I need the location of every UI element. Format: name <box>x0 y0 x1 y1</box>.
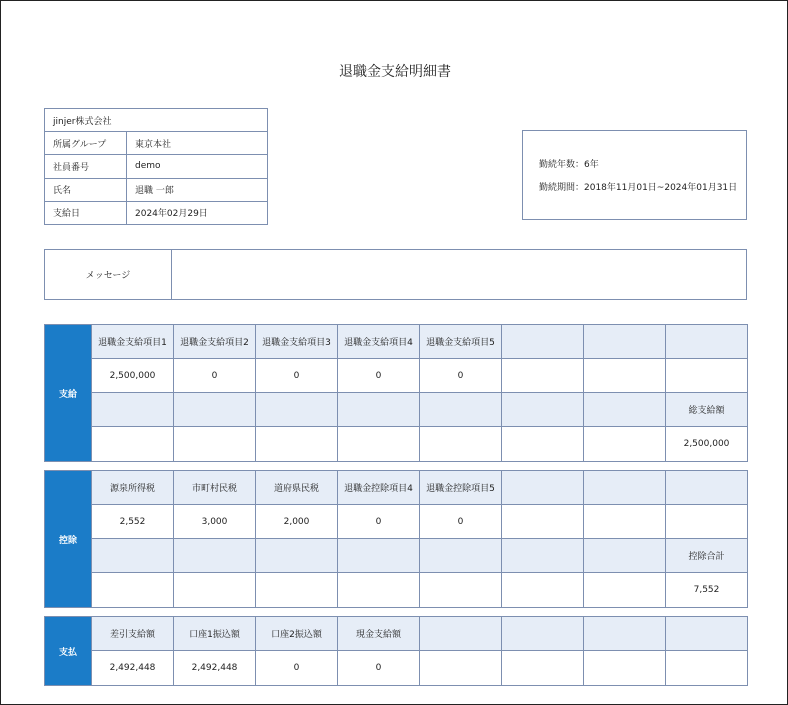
payment-value-cell: 2,500,000 <box>91 359 173 393</box>
payment-value-cell <box>173 427 255 461</box>
deduction-value-cell: 7,552 <box>665 573 747 607</box>
deduction-header-cell <box>583 471 665 505</box>
deduction-header-cell: 源泉所得税 <box>91 471 173 505</box>
tenure-period: 勤続期間：2018年11月01日~2024年01月31日 <box>539 183 738 193</box>
deduction-value-cell: 2,552 <box>91 505 173 539</box>
payment-header-cell: 退職金支給項目1 <box>91 325 173 359</box>
payment-header-cell: 退職金支給項目2 <box>173 325 255 359</box>
payment-grid <box>91 325 747 461</box>
disbursement-header-cell: 差引支給額 <box>91 617 173 651</box>
deduction-value-cell: 2,000 <box>255 505 337 539</box>
deduction-section <box>44 470 748 608</box>
disbursement-value-cell <box>501 651 583 685</box>
deduction-header-cell: 市町村民税 <box>173 471 255 505</box>
payment-value-cell <box>501 427 583 461</box>
payment-header-cell <box>255 393 337 427</box>
deduction-header-cell <box>419 539 501 573</box>
group-label: 所属グループ <box>45 132 127 155</box>
deduction-value-cell <box>665 505 747 539</box>
message-label: メッセージ <box>45 250 172 299</box>
disbursement-header-cell <box>501 617 583 651</box>
deduction-header-cell: 控除合計 <box>665 539 747 573</box>
payment-header-cell <box>91 393 173 427</box>
payment-value-cell <box>337 427 419 461</box>
disbursement-section <box>44 616 748 686</box>
payment-header-cell: 退職金支給項目5 <box>419 325 501 359</box>
disbursement-header-cell: 現金支給額 <box>337 617 419 651</box>
payment-value-cell: 0 <box>255 359 337 393</box>
payment-header-cell <box>419 393 501 427</box>
deduction-header-cell <box>91 539 173 573</box>
payment-header-cell: 退職金支給項目3 <box>255 325 337 359</box>
payment-header-cell: 総支給額 <box>665 393 747 427</box>
payment-header-cell <box>665 325 747 359</box>
payment-value-cell <box>501 359 583 393</box>
deduction-value-cell: 0 <box>419 505 501 539</box>
payment-header-cell <box>501 325 583 359</box>
payment-value-cell <box>665 359 747 393</box>
deduction-header-cell <box>337 539 419 573</box>
payment-side-label: 支給 <box>45 325 91 461</box>
payment-value-cell <box>91 427 173 461</box>
deduction-value-cell <box>583 505 665 539</box>
deduction-header-cell <box>173 539 255 573</box>
disbursement-value-cell: 0 <box>337 651 419 685</box>
deduction-header-cell <box>255 539 337 573</box>
payment-value-cell <box>419 427 501 461</box>
deduction-value-cell <box>419 573 501 607</box>
info-row-company <box>45 109 268 132</box>
payment-value-cell: 0 <box>337 359 419 393</box>
info-row-employee-id <box>45 155 268 178</box>
deduction-header-cell <box>501 539 583 573</box>
payment-header-cell <box>583 325 665 359</box>
payment-header-cell <box>337 393 419 427</box>
deduction-header-cell <box>665 471 747 505</box>
payment-header-cell <box>173 393 255 427</box>
employee-info-table <box>44 108 268 225</box>
deduction-header-cell: 退職金控除項目5 <box>419 471 501 505</box>
name-value: 退職 一郎 <box>127 178 268 201</box>
payment-value-cell <box>583 359 665 393</box>
deduction-header-cell <box>501 471 583 505</box>
deduction-value-cell <box>255 573 337 607</box>
payday-value: 2024年02月29日 <box>127 201 268 224</box>
disbursement-value-cell <box>665 651 747 685</box>
deduction-value-cell <box>173 573 255 607</box>
disbursement-value-cell <box>419 651 501 685</box>
disbursement-header-cell <box>419 617 501 651</box>
disbursement-side-label: 支払 <box>45 617 91 685</box>
deduction-value-cell: 3,000 <box>173 505 255 539</box>
deduction-header-cell <box>583 539 665 573</box>
payment-header-cell <box>501 393 583 427</box>
deduction-side-label: 控除 <box>45 471 91 607</box>
disbursement-value-cell <box>583 651 665 685</box>
deduction-value-cell <box>583 573 665 607</box>
deduction-value-cell <box>337 573 419 607</box>
deduction-value-cell <box>501 505 583 539</box>
payment-value-cell <box>255 427 337 461</box>
page-title: 退職金支給明細書 <box>339 64 451 80</box>
info-row-name <box>45 178 268 201</box>
payment-value-cell: 0 <box>419 359 501 393</box>
disbursement-value-cell: 0 <box>255 651 337 685</box>
payment-header-cell <box>583 393 665 427</box>
disbursement-value-cell: 2,492,448 <box>91 651 173 685</box>
tenure-years: 勤続年数：6年 <box>539 160 599 170</box>
info-row-payday <box>45 201 268 224</box>
employee-id-label: 社員番号 <box>45 155 127 178</box>
group-value: 東京本社 <box>127 132 268 155</box>
disbursement-value-cell: 2,492,448 <box>173 651 255 685</box>
disbursement-header-cell: 口座1振込額 <box>173 617 255 651</box>
info-row-group <box>45 132 268 155</box>
deduction-grid <box>91 471 747 607</box>
deduction-value-cell <box>501 573 583 607</box>
payment-section <box>44 324 748 462</box>
payment-value-cell <box>583 427 665 461</box>
disbursement-header-cell <box>665 617 747 651</box>
message-box <box>44 249 747 300</box>
deduction-header-cell: 退職金控除項目4 <box>337 471 419 505</box>
disbursement-grid <box>91 617 747 685</box>
tenure-box <box>522 130 747 220</box>
payday-label: 支給日 <box>45 201 127 224</box>
deduction-value-cell: 0 <box>337 505 419 539</box>
disbursement-header-cell <box>583 617 665 651</box>
disbursement-header-cell: 口座2振込額 <box>255 617 337 651</box>
deduction-header-cell: 道府県民税 <box>255 471 337 505</box>
company-name: jinjer株式会社 <box>45 109 268 132</box>
name-label: 氏名 <box>45 178 127 201</box>
payment-value-cell: 2,500,000 <box>665 427 747 461</box>
employee-id-value: demo <box>127 155 268 178</box>
payment-header-cell: 退職金支給項目4 <box>337 325 419 359</box>
payment-value-cell: 0 <box>173 359 255 393</box>
deduction-value-cell <box>91 573 173 607</box>
